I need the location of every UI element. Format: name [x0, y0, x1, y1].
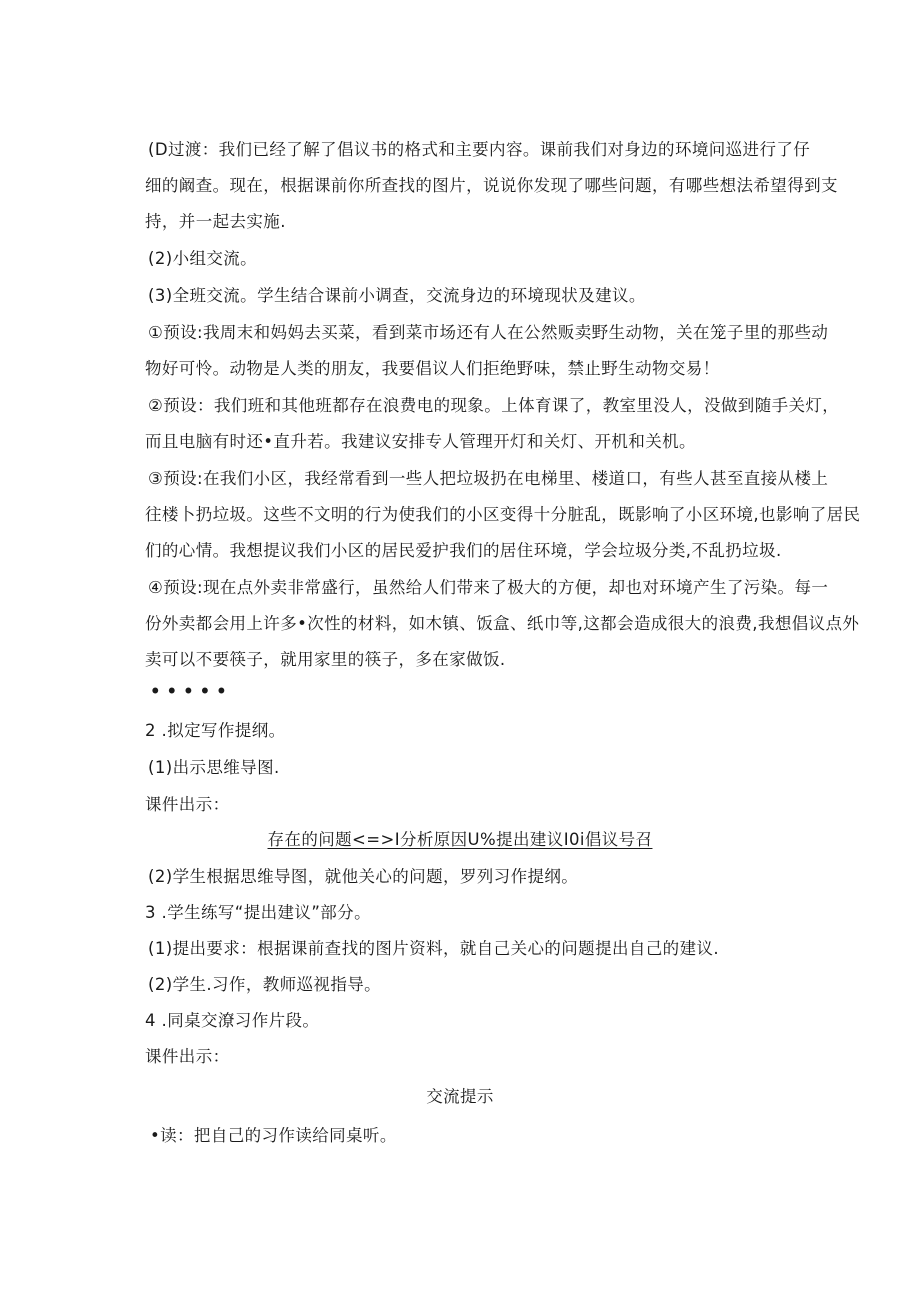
preset-3-line-3: 们的心情。我想提议我们小区的居民爱护我们的居住环境，学会垃圾分类,不乱扔垃圾.	[145, 541, 782, 560]
preset-4-line-2: 份外卖都会用上许多•次性的材料，如木镇、饭盒、纸巾等,这都会造成很大的浪费,我想倡议点外	[145, 614, 860, 633]
section-3-title: 3 .学生练写“提出建议”部分。	[145, 903, 371, 922]
preset-3-line-2: 往楼卜扔垃圾。这些不文明的行为使我们的小区变得十分脏乱，既影响了小区环境,也影响了居民	[145, 505, 861, 524]
section-2-title: 2 .拟定写作提纲。	[145, 721, 286, 740]
ellipsis-dots: •••••	[150, 682, 233, 701]
section-2-sub-2: (2)学生根据思维导图，就他关心的问题，罗列习作提纲。	[148, 867, 579, 886]
section-3-sub-2: (2)学生.习作，教师巡视指导。	[148, 975, 382, 994]
exchange-tip-read: •读：把自己的习作读给同桌听。	[150, 1126, 397, 1145]
paragraph-transition-line-3: 持，并一起去实施.	[145, 212, 286, 231]
preset-3-line-1: ③预设:在我们小区，我经常看到一些人把垃圾扔在电梯里、楼道口，有些人甚至直接从楼上	[148, 469, 829, 488]
preset-1-line-2: 物好可怜。动物是人类的朋友，我要倡议人们拒绝野味，禁止野生动物交易！	[145, 359, 720, 378]
section-2-courseware-label: 课件出示：	[145, 795, 230, 814]
section-4-title: 4 .同桌交潦习作片段。	[145, 1011, 320, 1030]
preset-2-line-2: 而且电脑有时还•直升若。我建议安排专人管理开灯和关灯、开机和关机。	[145, 432, 696, 451]
paragraph-transition-line-2: 细的阚查。现在，根据课前你所查找的图片，说说你发现了哪些问题，有哪些想法希望得到支	[145, 176, 838, 195]
paragraph-transition-line-1: (D过渡：我们已经了解了倡议书的格式和主要内容。课前我们对身边的环境问巡进行了仔	[148, 140, 811, 159]
preset-2-line-1: ②预设：我们班和其他班都存在浪费电的现象。上体育课了，教室里没人，没做到随手关灯，	[148, 396, 840, 415]
exchange-tips-title: 交流提示	[426, 1087, 494, 1106]
mindmap-flow: 存在的问题<=>I分析原因U%提出建议I0i倡议号召	[267, 830, 653, 849]
section-2-sub-1: (1)出示思维导图.	[148, 758, 280, 777]
paragraph-group-exchange: (2)小组交流。	[148, 249, 258, 268]
preset-4-line-3: 卖可以不要筷子，就用家里的筷子，多在家做饭.	[145, 650, 506, 669]
section-4-courseware-label: 课件出示：	[145, 1047, 230, 1066]
section-3-sub-1: (1)提出要求：根据课前查找的图片资料，就自己关心的问题提出自己的建议.	[148, 939, 720, 958]
paragraph-class-exchange: (3)全班交流。学生结合课前小调查，交流身边的环境现状及建议。	[148, 286, 646, 305]
preset-4-line-1: ④预设:现在点外卖非常盛行，虽然给人们带来了极大的方便，却也对环境产生了污染。每一	[148, 578, 829, 597]
preset-1-line-1: ①预设:我周末和妈妈去买菜，看到菜市场还有人在公然贩卖野生动物，关在笼子里的那些动	[148, 323, 829, 342]
